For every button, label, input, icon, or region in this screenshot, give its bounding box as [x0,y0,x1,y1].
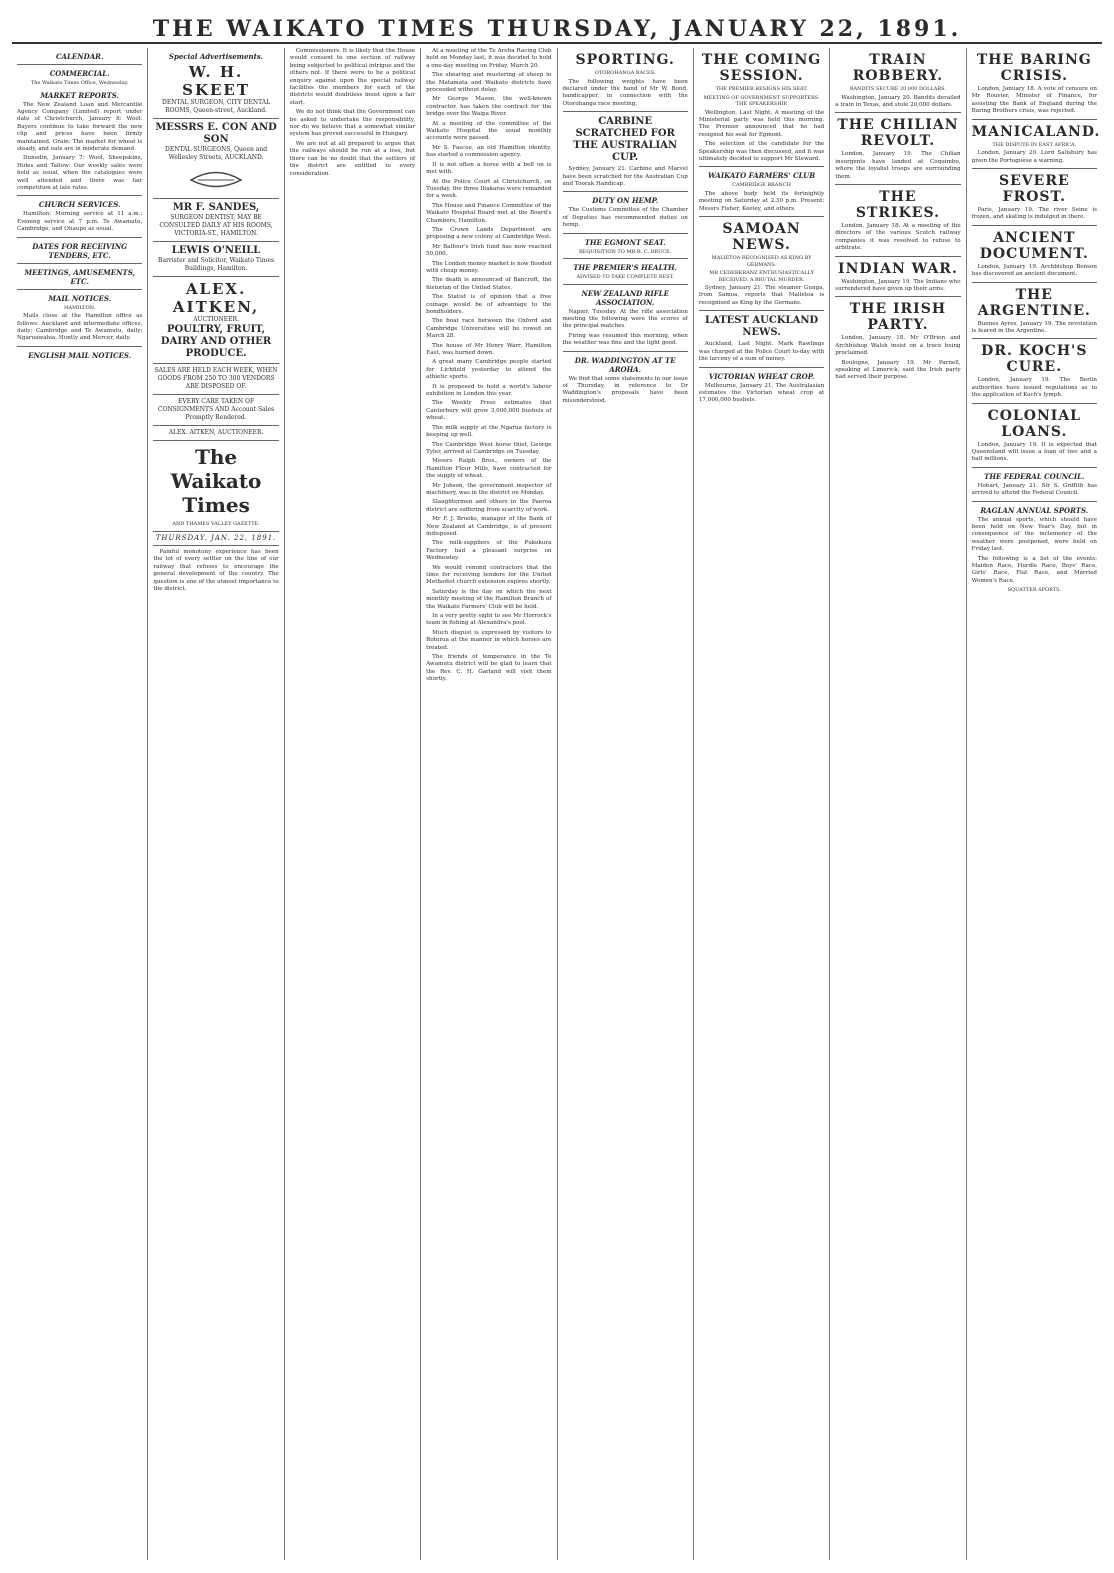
hamilton-subheading: HAMILTON. [64,304,96,311]
chilian-revolt-heading: THE CHILIAN REVOLT. [837,117,959,150]
article-paragraph: Washington, January 20. Bandits derailed a train in Texas, and stole 20,000 dollars. [835,94,961,108]
egmont-subheading: REQUISITION TO MR R. C. BRUCE. [578,248,672,255]
news-item: The house of Mr Henry Warr, Hamilton East, was burned down. [426,342,552,357]
samoan-news-heading: SAMOAN NEWS. [722,221,801,254]
news-item: Mr S. Fascoe, an old Hamilton identity, has started a commission agency. [426,144,552,159]
news-item: Mr Balfour's Irish fund has now reached 50,000. [426,243,552,258]
divider [153,363,278,364]
premier-health-heading: THE PREMIER'S HEALTH. [573,263,678,273]
article-paragraph: Mails close at the Hamilton office as follows: Auckland and intermediate offices, daily; Cambridge and Te Awamutu, daily; Ngaruawahia, Huntly and Mercer, daily. [17,313,143,342]
column-6 [694,48,830,1560]
koch-cure-heading: DR. KOCH'S CURE. [981,343,1088,376]
news-item: The Crown Lands Department are proposing a new colony at Cambridge West. [426,226,552,241]
news-item: Slaughtermen and others in the Paeroa district are suffering from scarcity of work. [426,499,552,513]
ad-text: AUCTIONEER. [193,316,239,323]
divider [699,310,824,311]
carbine-heading: CARBINE SCRATCHED FOR THE AUSTRALIAN CUP. [573,116,678,164]
news-item: The shearing and mustering of sheep in the Matamata and Waikato districts have proceeded without delay. [426,72,552,94]
train-robbery-subheading: BANDITS SECURE 20,000 DOLLARS. [849,86,947,92]
divider [972,467,1097,468]
manicaland-heading: MANICALAND. [971,123,1101,140]
article-paragraph: London, January 19. The Chilian insurgents have landed at Coquimbo, where the loyalist troops are surrounding them. [835,151,961,180]
divider [153,276,278,277]
advertisement-sandes [153,202,278,238]
divider [17,195,142,196]
ad-text: POULTRY, FRUIT, DAIRY AND OTHER PRODUCE. [160,324,272,359]
ad-text: DENTAL SURGEONS, Queen and Wellesley Streets, AUCKLAND. [165,146,268,161]
news-item: Saturday is the day on which the next monthly meeting of the Hamilton Branch of the Waikato Farmers' Club will be held. [426,588,552,610]
divider [835,112,960,113]
ad-text: DENTAL SURGEON, CITY DENTAL ROOMS, Queen-street, Auckland. [162,99,271,114]
hemp-heading: DUTY ON HEMP. [592,196,659,206]
paper-subtitle: AND THAMES VALLEY GAZETTE. [172,521,260,527]
news-item: We would remind contractors that the time for receiving tenders for the United Methodist church extension expires shortly. [426,564,552,586]
ad-name: ALEX. AITKEN, [172,280,260,316]
issue-date: THURSDAY, JAN. 22, 1891. [155,533,277,542]
news-item: The milk supply at the Ngarua factory is keeping up well. [426,424,552,439]
divider [17,346,142,347]
news-item: Mr F. J. Brooks, manager of the Bank of New Zealand at Cambridge, is at present indisposed. [426,516,552,537]
divider [699,216,824,217]
newspaper-page [12,8,1102,1563]
columns [12,48,1102,1560]
article-paragraph: The New Zealand Loan and Mercantile Agency Company (Limited) report under date of Christchurch, January 8: Wool: Buyers continue to take forward the new clip and prices have been firmly maintained. Grain: The market for wheat is steady, and oats are in moderate demand. [17,101,143,152]
advertisement-oneill [153,245,278,273]
divider [563,351,688,352]
editorial-paragraph: We are not at all prepared to argue that the railways should be run at a loss, but there can be no doubt that the settlers of the district are entitled to every consideration. [289,140,416,177]
divider [153,198,278,199]
news-item: The Cambridge West horse thief, George Tyler, arrived at Cambridge on Tuesday. [426,441,552,455]
squatter-sports-subheading: SQUATTER SPORTS. [1007,587,1062,594]
article-paragraph: London, January 19. It is expected that Queensland will issue a loan of two and a half millions. [971,441,1097,463]
coming-session-heading: THE COMING SESSION. [701,52,822,84]
column-4 [421,48,557,1560]
news-item: The House and Finance Committee of the Waikato Hospital Board met at the Board's Chambers, Hamilton. [426,202,552,224]
news-item: At the Police Court at Christchurch, on Tuesday, the three Ihakaras were remanded for a week. [426,178,552,200]
farmers-club-heading: WAIKATO FARMERS' CLUB [707,171,816,181]
irish-party-heading: THE IRISH PARTY. [849,301,947,334]
article-paragraph: Napier, Tuesday. At the rifle association meeting the following were the scores of the principal matches. [562,308,688,330]
premier-health-subheading: ADVISED TO TAKE COMPLETE REST. [576,274,674,281]
ancient-document-heading: ANCIENT DOCUMENT. [979,229,1089,262]
article-paragraph: Boulogne, January 19. Mr Parnell, speaking at Limerick, said the Irish party had served their purpose. [835,359,961,381]
market-reports-heading: MARKET REPORTS. [40,90,120,100]
otorohanga-subheading: OTOROHANGA RACES. [594,70,656,76]
farmers-club-subheading: CAMBRIDGE BRANCH [732,182,791,189]
news-item: The milk-suppliers of the Pukekura Factory had a pleasant surprise on Wednesday. [426,540,552,562]
sporting-heading: SPORTING. [575,52,675,68]
divider [972,501,1097,502]
article-paragraph: The selection of the candidate for the Speakership was then discussed, and it was ultimately decided to support Mr Steward. [698,141,825,162]
ad-text: Barrister and Solicitor, Waikato Times Buildings, Hamilton. [158,257,275,272]
news-item: At a meeting of the committee of the Waikato Hospital the usual monthly accounts were passed. [426,120,552,142]
paper-logo: The Waikato Times [170,445,262,517]
column-1 [12,48,148,1560]
tenders-heading: DATES FOR RECEIVING TENDERS, ETC. [32,241,128,260]
article-paragraph: Sydney, January 21. Carbine and Marvel have been scratched for the Australian Cup and Toorak Handicap. [562,166,688,187]
article-paragraph: London, January 18. Mr O'Brien and Archbishop Walsh insist on a truce being proclaimed. [835,335,961,357]
divider [17,263,142,264]
article-paragraph: The above body held its fortnightly meeting on Saturday at 2.30 p.m. Present: Messrs Fisher, Keeley, and others. [698,190,825,212]
divider [153,531,278,532]
news-item: A great many Cambridge people started for Lichfield yesterday to attend the athletic sports. [426,359,552,381]
article-paragraph: Firing was resumed this morning, when the weather was fine and the light good. [562,332,688,347]
article-paragraph: London, January 18. A vote of censure on Mr Rouvier, Minister of Finance, for assisting the Bank of England during the Baring Brothers crisis, was rejected. [971,86,1097,115]
article-paragraph: Auckland, Last Night. Mark Rawlings was charged at the Police Court to-day with the larceny of a sum of money. [698,341,825,363]
divider [563,111,688,112]
article-paragraph: London, January 19. The Berlin authorities have issued regulations as to the application of Koch's lymph. [971,377,1097,399]
divider [153,241,278,242]
news-item: Messrs Ralph Bros., owners of the Hamilton Flour Mills, have contracted for the supply of wheat. [426,458,552,480]
divider [17,237,142,238]
ad-text: EVERY CARE TAKEN OF CONSIGNMENTS AND Account Sales Promptly Rendered. [157,398,275,421]
divider [972,119,1097,120]
ad-text: ALEX. AITKEN, AUCTIONEER. [168,429,264,436]
manicaland-subheading: THE DISPUTE IN EAST AFRICA. [992,141,1077,148]
article-paragraph: Melbourne, January 21. The Australasian estimates the Victorian wheat crop at 17,000,000 bushels. [698,382,825,404]
ad-text: SALES ARE HELD EACH WEEK, WHEN GOODS FROM 250 TO 300 VENDORS ARE DISPOSED OF. [154,367,278,390]
special-ads-heading: Special Advertisements. [168,52,264,61]
advertisement-con [153,122,278,195]
divider [972,338,1097,339]
editorial-paragraph: Painful monotony experience has been the lot of every settler on the line of our railway that refuses to encourage the general development of the country. The question is one of the utmost importance to the district. [153,548,279,592]
divider [699,367,824,368]
article-paragraph: London, January 20. Lord Salisbury has given the Portuguese a warning. [971,150,1097,164]
article-paragraph: The annual sports, which should have been held on New Year's Day, but in consequence of the inclemency of the weather were postponed, were held on Friday last. [971,516,1097,553]
news-item: Mr Jobson, the government inspector of machinery, was in the district on Monday. [426,482,552,496]
church-services-heading: CHURCH SERVICES. [38,200,121,210]
news-item: The Weekly Press estimates that Canterbury will grow 3,000,000 bushels of wheat. [426,400,552,422]
divider [17,289,142,290]
divider [972,168,1097,169]
baring-crisis-heading: THE BARING CRISIS. [976,52,1092,84]
news-item: It is proposed to hold a world's labour exhibition in London this year. [426,383,552,398]
wheat-crop-heading: VICTORIAN WHEAT CROP. [708,371,815,381]
article-paragraph: We find that some statements in our issue of Thursday, in reference to Dr Waddington's proposals have been misunderstood. [562,375,688,404]
commercial-subheading: The Waikato Times Office, Wednesday. [30,80,129,86]
divider [563,233,688,234]
dentures-icon [186,165,246,195]
severe-frost-heading: SEVERE FROST. [999,172,1070,205]
ad-name: LEWIS O'NEILL [171,245,261,256]
masthead-title: THE WAIKATO TIMES THURSDAY, JANUARY 22, 1891. [152,16,962,42]
column-5 [558,48,694,1560]
commercial-heading: COMMERCIAL. [49,69,110,78]
samoan-news-subheading: MR CEDERKRANZ ENTHUSIASTICALLY RECEIVED. A BRUTAL MURDER. [709,270,814,283]
waddington-heading: DR. WADDINGTON AT TE AROHA. [574,355,676,374]
column-8 [967,48,1102,1560]
divider [17,64,142,65]
divider [153,118,278,119]
indian-war-heading: INDIAN WAR. [838,260,958,277]
ad-text: SURGEON DENTIST, MAY BE CONSULTED DAILY AT HIS ROOMS, VICTORIA-ST., HAMILTON. [159,214,273,237]
editorial-paragraph: Commissioners. It is likely that the House would consent to one section of railway being subjected to political intrigue and the others not. If there were to be a political enquiry against upon the special railway facilities the members for each of the districts would doubtless insist upon a fair start. [289,48,416,106]
divider [835,256,960,257]
news-item: The boat race between the Oxford and Cambridge Universities will be rowed on March 28. [426,318,552,340]
coming-session-subheading: THE PREMIER RESIGNS HIS SEAT. [715,86,808,92]
ad-name: W. H. SKEET [182,63,251,99]
calendar-heading: CALENDAR. [55,52,104,61]
rifle-association-heading: NEW ZEALAND RIFLE ASSOCIATION. [581,288,669,307]
colonial-loans-heading: COLONIAL LOANS. [987,407,1082,440]
english-mail-heading: ENGLISH MAIL NOTICES. [28,350,132,360]
article-paragraph: London, January 19. Archbishop Benson has discovered an ancient document. [971,263,1097,278]
divider [972,282,1097,283]
news-item: Mr George Mason, the well-known contractor, has taken the contract for the bridge over the Waipa River. [426,96,552,118]
federal-council-heading: THE FEDERAL COUNCIL. [984,471,1085,481]
ad-name: MR F. SANDES, [172,202,260,213]
divider [153,440,278,441]
news-item: The Statist is of opinion that a free coinage would be of advantage to the bondholders. [426,294,552,315]
editorial-paragraph: We do not think that the Government can be asked to undertake the responsibility, nor do we believe that a somewhat similar system has proved successful in Hungary. [289,109,416,138]
coming-session-subheading: MEETING OF GOVERNMENT SUPPORTERS. THE SPEAKERSHIP. [703,94,820,107]
samoan-news-subheading: MALIETOA RECOGNISED AS KING BY GERMANS. [711,255,812,268]
divider [563,191,688,192]
news-item: Much disgust is expressed by visitors to Rotorua at the manner in which horses are treated. [426,629,552,651]
news-item: The London money market is now flooded with cheap money. [426,260,552,274]
article-paragraph: Dunedin, January 7: Wool, Sheepskins, Hides and Tallow: Our weekly sales were held as usual, when the catalogues were well attended and there was fair competition at late rates. [17,155,143,191]
divider [563,258,688,259]
column-2 [148,48,284,1560]
ad-name: MESSRS E. CON AND SON [155,122,277,145]
raglan-sports-heading: RAGLAN ANNUAL SPORTS. [980,505,1089,515]
article-paragraph: Sydney, January 21. The steamer Gunga, from Samoa, reports that Malietoa is recognised as King by the Germans. [698,285,825,306]
article-paragraph: The following weights have been declared under the hand of Mr W. Bond, handicapper, in connection with the Otorohanga race meeting. [562,78,688,107]
news-item: The friends of temperance in the Te Awamutu district will be glad to learn that the Rev. C. H. Garland will visit them shortly. [426,654,552,683]
article-paragraph: London, January 18. At a meeting of the directors of the various Scotch railway companies it was resolved to refuse to arbitrate. [835,222,961,252]
strikes-heading: THE STRIKES. [855,188,940,221]
divider [972,225,1097,226]
advertisement-skeet [153,63,278,115]
news-item: At a meeting of the Te Aroha Racing Club held on Monday last, it was decided to hold a one-day meeting on Friday, March 20. [426,48,552,69]
divider [153,394,278,395]
advertisement-aitken [153,280,278,437]
column-3 [285,48,421,1560]
news-item: The death is announced of Bancroft, the historian of the United States. [426,277,552,291]
train-robbery-heading: TRAIN ROBBERY. [852,52,944,84]
divider [153,545,278,546]
meetings-heading: MEETINGS, AMUSEMENTS, ETC. [24,267,135,286]
article-paragraph: The Customs Committee of the Chamber of Deputies has recommended duties on hemp. [562,207,688,229]
egmont-heading: THE EGMONT SEAT. [584,237,666,247]
divider [972,403,1097,404]
mail-notices-heading: MAIL NOTICES. [48,293,112,303]
latest-auckland-heading: LATEST AUCKLAND NEWS. [704,315,819,339]
news-item: It is not often a horse with a bell on is met with. [426,161,552,176]
article-paragraph: Paris, January 19. The river Seine is frozen, and skating is indulged in there. [971,206,1097,221]
divider [153,425,278,426]
article-paragraph: Hobart, January 21. Sir S. Griffith has arrived to attend the Federal Council. [971,482,1097,497]
divider [835,184,960,185]
article-paragraph: Wellington, Last Night. A meeting of the Ministerial party was held this morning. The Premier announced that he had resigned his seat for Egmont. [698,109,825,138]
news-item: In a very pretty sight to see Mr Horrock's team in fishing at Alexandra's pool. [426,613,552,627]
column-7 [830,48,966,1560]
article-paragraph: The following is a list of the events: Maiden Race, Hurdle Race, Boys' Race, Girls' Race, Flat Race, and Married Women's Race. [971,555,1097,584]
argentine-heading: THE ARGENTINE. [977,286,1091,319]
article-paragraph: Washington, January 19. The Indians who surrendered have given up their arms. [835,278,961,292]
divider [699,166,824,167]
article-paragraph: Hamilton: Morning service at 11 a.m.; Evening service at 7 p.m. Te Awamutu, Cambridge, and Ohaupo as usual. [17,211,143,233]
masthead [12,8,1102,44]
divider [563,284,688,285]
divider [835,296,960,297]
article-paragraph: Buenos Ayres, January 19. The revolution is feared in the Argentine. [971,320,1097,334]
